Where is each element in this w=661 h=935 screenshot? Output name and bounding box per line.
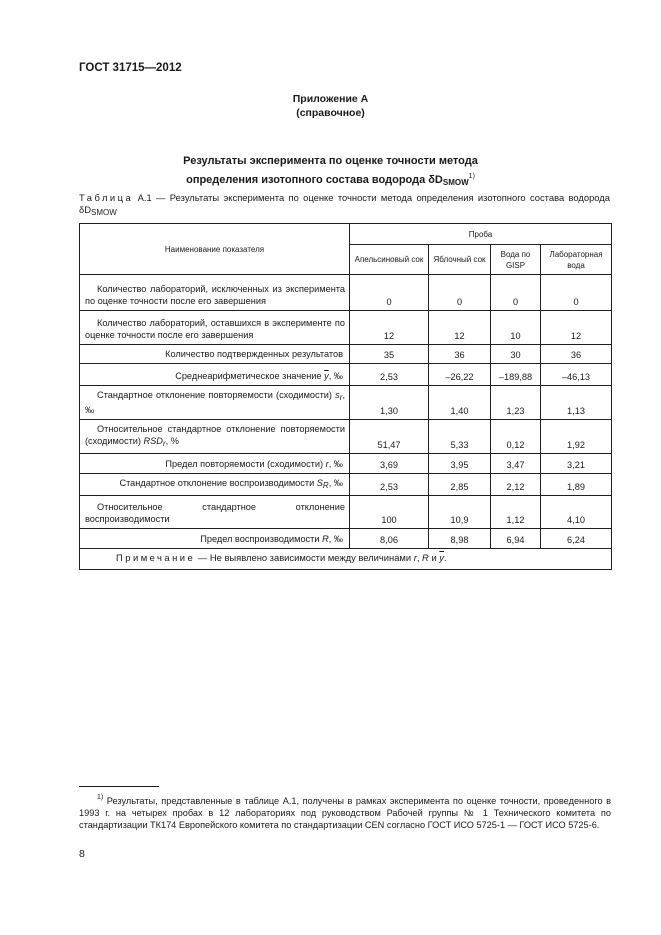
value-cell: 0,12 <box>491 420 541 454</box>
value-cell: 6,94 <box>491 529 541 549</box>
value-cell: 6,24 <box>541 529 612 549</box>
footnote-reference: 1) <box>468 173 475 180</box>
value-cell: 1,13 <box>541 386 612 420</box>
value-cell: –46,13 <box>541 364 612 386</box>
value-cell: 5,33 <box>429 420 491 454</box>
column-header-sample: Апельсиновый сок <box>350 245 429 275</box>
table-body <box>80 275 612 570</box>
value-cell: 3,21 <box>541 454 612 474</box>
parameter-unit: , ‰ <box>328 371 343 381</box>
value-cell: 0 <box>491 275 541 311</box>
parameter-name <box>80 275 350 311</box>
column-header-sample: Яблочный сок <box>429 245 491 275</box>
parameter-name <box>80 496 350 529</box>
parameter-symbol: RSD <box>143 436 163 446</box>
parameter-label: Предел воспроизводимости <box>200 534 320 544</box>
value-cell: 10,9 <box>429 496 491 529</box>
footnote-mark: 1) <box>97 794 104 801</box>
value-cell: 51,47 <box>350 420 429 454</box>
note-symbol-y: $\overline{y}$ <box>439 552 444 563</box>
annex-label: Приложение А <box>292 93 369 105</box>
parameter-name <box>80 454 350 474</box>
parameter-name <box>80 345 350 364</box>
table-row <box>80 364 612 386</box>
column-header-sample: Вода по GISP <box>491 245 541 275</box>
table-row <box>80 529 612 549</box>
results-heading-line2-text: определения изотопного состава водорода δD <box>186 174 443 186</box>
value-cell: 3,95 <box>429 454 491 474</box>
value-cell: 2,53 <box>350 364 429 386</box>
table-caption-text: А.1 — Результаты эксперимента по оценке точности метода определения изотопного состава водорода δD <box>79 192 610 215</box>
value-cell: 8,06 <box>350 529 429 549</box>
footnote-text: Результаты, представленные в таблице А.1, получены в рамках эксперимента по оценке точности, проведенного в 1993 г. на четырех пробах в 12 лабораториях под руководством Рабочей группы № 1 Технического комитета по стандартизации ТК174 Европейского комитета по стандартизации CEN согласно ГОСТ ИСО 5725-1 — ГОСТ ИСО 5725-6. <box>79 796 611 830</box>
note-text: — Не выявлено зависимости между величинами <box>197 552 412 563</box>
parameter-unit: , ‰ <box>328 478 343 488</box>
footnote-divider <box>79 786 159 787</box>
value-cell: 12 <box>429 311 491 345</box>
table-row <box>80 311 612 345</box>
value-cell: 1,30 <box>350 386 429 420</box>
parameter-symbol: R <box>322 534 329 544</box>
value-cell: 1,89 <box>541 474 612 496</box>
parameter-unit: , ‰ <box>85 390 345 415</box>
value-cell: –26,22 <box>429 364 491 386</box>
parameter-unit: , ‰ <box>328 534 343 544</box>
table-row <box>80 386 612 420</box>
column-header-parameter: Наименование показателя <box>80 224 350 275</box>
parameter-symbol: $\overline{y}$ <box>324 371 329 381</box>
value-cell: 10 <box>491 311 541 345</box>
table-caption <box>79 192 610 219</box>
parameter-name <box>80 364 350 386</box>
page-number: 8 <box>79 848 85 860</box>
parameter-name <box>80 474 350 496</box>
parameter-label: Количество лабораторий, исключенных из эксперимента по оценке точности после его завершения <box>85 284 345 306</box>
parameter-name <box>80 420 350 454</box>
value-cell: 12 <box>541 311 612 345</box>
parameter-label: Количество лабораторий, оставшихся в эксперименте по оценке точности после его завершения <box>85 318 345 340</box>
note-end: . <box>443 552 447 563</box>
table-note <box>80 549 612 570</box>
note-and: и <box>431 552 437 563</box>
table-note-row <box>80 549 612 570</box>
footnote <box>79 792 611 831</box>
table-row <box>80 345 612 364</box>
value-cell: –189,88 <box>491 364 541 386</box>
parameter-label: Относительное стандартное отклонение воспроизводимости <box>85 502 345 524</box>
results-heading-line2 <box>0 169 661 190</box>
note-label: Примечание <box>116 552 196 563</box>
value-cell: 100 <box>350 496 429 529</box>
annex-subtitle: (справочное) <box>296 107 365 119</box>
parameter-name <box>80 311 350 345</box>
parameter-subscript: r <box>162 439 166 448</box>
value-cell: 0 <box>541 275 612 311</box>
parameter-unit: , ‰ <box>328 459 343 469</box>
table-caption-subscript: SMOW <box>91 208 117 217</box>
parameter-name <box>80 386 350 420</box>
value-cell: 8,98 <box>429 529 491 549</box>
results-heading <box>0 154 661 190</box>
column-header-sample-group: Проба <box>350 224 612 245</box>
table-row <box>80 275 612 311</box>
note-separator: , <box>416 552 420 563</box>
value-cell: 1,92 <box>541 420 612 454</box>
table-row <box>80 420 612 454</box>
value-cell: 0 <box>350 275 429 311</box>
results-heading-subscript: SMOW <box>442 178 469 187</box>
parameter-label: Количество подтвержденных результатов <box>165 349 343 359</box>
value-cell: 12 <box>350 311 429 345</box>
document-code: ГОСТ 31715—2012 <box>79 62 182 74</box>
table-row <box>80 474 612 496</box>
value-cell: 1,23 <box>491 386 541 420</box>
value-cell: 4,10 <box>541 496 612 529</box>
value-cell: 3,47 <box>491 454 541 474</box>
parameter-label: Предел повторяемости (сходимости) <box>165 459 324 469</box>
value-cell: 35 <box>350 345 429 364</box>
results-heading-line1: Результаты эксперимента по оценке точности метода <box>183 155 478 167</box>
value-cell: 1,12 <box>491 496 541 529</box>
parameter-unit: , % <box>165 436 179 446</box>
annex-title <box>0 92 661 120</box>
results-table <box>79 223 612 570</box>
table-row <box>80 496 612 529</box>
parameter-label: Стандартное отклонение повторяемости (сходимости) <box>97 390 332 400</box>
parameter-label: Среднеарифметическое значение <box>175 371 322 381</box>
parameter-symbol: r <box>325 459 329 469</box>
parameter-name <box>80 529 350 549</box>
parameter-symbol: s <box>335 390 340 400</box>
value-cell: 3,69 <box>350 454 429 474</box>
value-cell: 2,53 <box>350 474 429 496</box>
value-cell: 30 <box>491 345 541 364</box>
note-symbol-R: R <box>422 552 429 563</box>
parameter-label: Относительное стандартное отклонение повторяемости (сходимости) <box>85 424 345 446</box>
value-cell: 0 <box>429 275 491 311</box>
parameter-label: Стандартное отклонение воспроизводимости <box>119 478 315 488</box>
parameter-subscript: r <box>339 393 343 402</box>
table-caption-label: Таблица <box>79 192 134 203</box>
value-cell: 2,85 <box>429 474 491 496</box>
note-symbol-r: r <box>413 552 417 563</box>
value-cell: 36 <box>429 345 491 364</box>
parameter-symbol: S <box>316 478 323 488</box>
table-row <box>80 454 612 474</box>
parameter-subscript: R <box>322 481 329 490</box>
value-cell: 1,40 <box>429 386 491 420</box>
value-cell: 36 <box>541 345 612 364</box>
value-cell: 2,12 <box>491 474 541 496</box>
column-header-sample: Лабораторная вода <box>541 245 612 275</box>
